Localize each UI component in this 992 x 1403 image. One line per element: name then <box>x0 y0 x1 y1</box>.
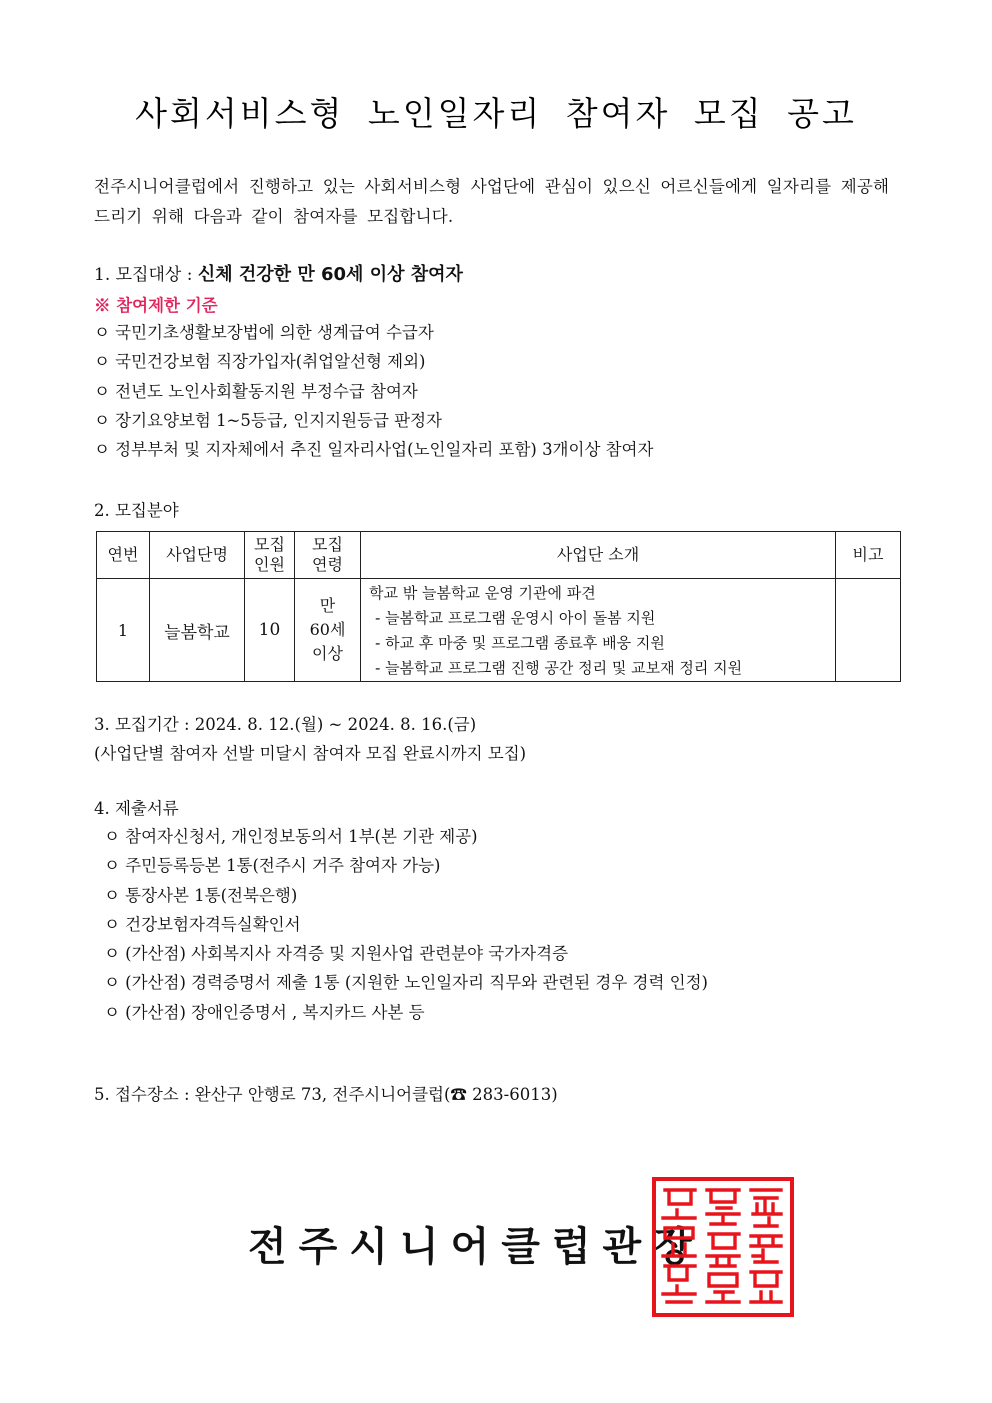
cell-note <box>836 579 901 682</box>
restriction-item: ㅇ 전년도 노인사회활동지원 부정수급 참여자 <box>94 381 418 401</box>
section-1-label: 1. 모집대상 : <box>94 265 198 285</box>
section-1-heading <box>94 260 463 286</box>
header-age: 모집 연령 <box>295 532 361 579</box>
document-item: ㅇ 건강보험자격득실확인서 <box>104 914 301 934</box>
restriction-item: ㅇ 국민건강보험 직장가입자(취업알선형 제외) <box>94 352 426 372</box>
restriction-list <box>94 318 653 464</box>
cell-intro <box>361 579 836 682</box>
document-item: ㅇ 통장사본 1통(전북은행) <box>104 885 298 905</box>
restriction-title: ※ 참여제한 기준 <box>94 296 218 315</box>
intro-line: 학교 밖 늘봄학교 운영 기관에 파견 <box>369 584 596 602</box>
document-item: ㅇ 참여자신청서, 개인정보동의서 1부(본 기관 제공) <box>104 827 478 846</box>
document-item: ㅇ (가산점) 장애인증명서 , 복지카드 사본 등 <box>104 1002 425 1022</box>
section-3-note: (사업단별 참여자 선발 미달시 참여자 모집 완료시까지 모집) <box>94 744 527 763</box>
closing-signature: 전주시니어클럽관장 <box>248 1224 704 1270</box>
documents-list <box>104 822 708 1027</box>
intro-paragraph: 전주시니어클럽에서 진행하고 있는 사회서비스형 사업단에 관심이 있으신 어르신들에게 일자리를 제공해 드리기 위해 다음과 같이 참여자를 모집합니다. <box>94 177 890 226</box>
recruit-target: 신체 건강한 만 60세 이상 참여자 <box>197 264 463 285</box>
document-item: ㅇ (가산점) 사회복지사 자격증 및 지원사업 관련분야 국가자격증 <box>104 944 569 964</box>
restriction-item: ㅇ 장기요양보험 1~5등급, 인지지원등급 판정자 <box>94 410 442 430</box>
restriction-item: ㅇ 정부부처 및 지자체에서 추진 일자리사업(노인일자리 포함) 3개이상 참여자 <box>94 440 654 460</box>
page-title: 사회서비스형 노인일자리 참여자 모집 공고 <box>135 94 857 133</box>
section-4-heading: 4. 제출서류 <box>94 799 179 818</box>
section-2-heading: 2. 모집분야 <box>94 501 179 520</box>
table-header-row <box>97 532 901 579</box>
restriction-item: ㅇ 국민기초생활보장법에 의한 생계급여 수급자 <box>94 323 434 342</box>
cell-count: 10 <box>245 579 295 682</box>
intro-line: - 하교 후 마중 및 프로그램 종료후 배웅 지원 <box>375 634 665 652</box>
cell-age: 만 60세 이상 <box>295 579 361 682</box>
header-no: 연번 <box>97 532 150 579</box>
header-name: 사업단명 <box>150 532 245 579</box>
cell-name: 늘봄학교 <box>150 579 245 682</box>
header-intro: 사업단 소개 <box>361 532 836 579</box>
header-count: 모집 인원 <box>245 532 295 579</box>
document-item: ㅇ (가산점) 경력증명서 제출 1통 (지원한 노인일자리 직무와 관련된 경우 경력 인정) <box>104 973 708 993</box>
cell-no: 1 <box>97 579 150 682</box>
official-seal <box>651 1176 795 1318</box>
recruit-table <box>96 531 901 682</box>
table-row <box>97 579 901 682</box>
section-3-heading: 3. 모집기간 : 2024. 8. 12.(월) ~ 2024. 8. 16.(금) <box>94 715 477 734</box>
document-item: ㅇ 주민등록등본 1통(전주시 거주 참여자 가능) <box>104 856 441 876</box>
header-note: 비고 <box>836 532 901 579</box>
intro-line: - 늘봄학교 프로그램 운영시 아이 돌봄 지원 <box>375 609 656 627</box>
section-5-heading: 5. 접수장소 : 완산구 안행로 73, 전주시니어클럽(☎ 283-6013) <box>94 1085 558 1104</box>
intro-line: - 늘봄학교 프로그램 진행 공간 정리 및 교보재 정리 지원 <box>375 659 743 677</box>
